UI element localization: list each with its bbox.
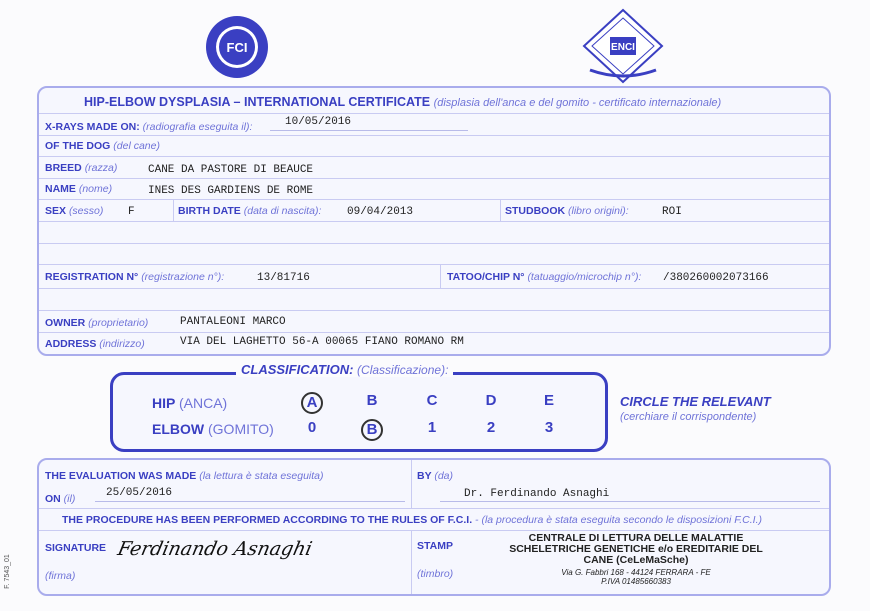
fci-logo [196,14,278,80]
by-value: Dr. Ferdinando Asnaghi [464,488,610,500]
by-label: BY (da) [417,470,454,482]
elbow-grade-1[interactable]: 1 [427,419,437,436]
stamp-label: STAMP [417,540,453,552]
xray-value: 10/05/2016 [285,116,352,128]
breed-value: CANE DA PASTORE DI BEAUCE [148,164,314,176]
birth-label: BIRTH DATE (data di nascita): [178,205,322,217]
stamp-label-it: (timbro) [417,568,454,580]
procedure-text: THE PROCEDURE HAS BEEN PERFORMED ACCORDING TO THE RULES OF F.C.I. - (la procedura è stata eseguita secondo le disposizioni F.C.I.) [62,514,763,526]
signature-label-it: (firma) [45,570,76,582]
elbow-grade-0[interactable]: 0 [307,419,317,436]
sex-value: F [128,206,135,218]
dog-label: OF THE DOG (del cane) [45,140,160,152]
birth-value: 09/04/2013 [347,206,414,218]
side-code: F. 7543_01 [3,554,11,589]
on-label: ON (il) [45,493,76,505]
owner-label: OWNER (proprietario) [45,317,149,329]
studbook-label: STUDBOOK (libro origini): [505,205,629,217]
hip-grade-d[interactable]: D [485,392,497,409]
owner-value: PANTALEONI MARCO [180,316,286,328]
stamp: CENTRALE DI LETTURA DELLE MALATTIE SCHELETRICHE GENETICHE e/o EREDITARIE DEL CANE (CeLeMaSche) Via G. Fabbri 168 - 44124 FERRARA - FE P.IVA 01485660383 [509,532,763,586]
sex-label: SEX (sesso) [45,205,104,217]
studbook-value: ROI [662,206,682,218]
on-value: 25/05/2016 [106,487,173,499]
certificate-title [84,95,721,109]
hip-grade-c[interactable]: C [426,392,438,409]
fci-logo-center: FCI [226,40,248,55]
title-text-it: (displasia dell'anca e del gomito - certificato internazionale) [433,97,722,109]
name-label: NAME (nome) [45,183,113,195]
elbow-grade-3[interactable]: 3 [544,419,554,436]
signature: Ferdinando Asnaghi [115,538,315,560]
classification-title: CLASSIFICATION: (Classificazione): [236,362,453,377]
hip-grade-e[interactable]: E [543,392,554,409]
elbow-grade-2[interactable]: 2 [486,419,496,436]
hip-label: HIP (ANCA) [152,395,228,411]
registration-value: 13/81716 [257,272,310,284]
elbow-grade-b[interactable]: B [361,419,383,441]
hip-grade-a[interactable]: A [301,392,323,414]
circle-note: CIRCLE THE RELEVANT (cerchiare il corrispondente) [620,394,771,423]
address-label: ADDRESS (indirizzo) [45,338,145,350]
classification-box [110,372,608,452]
address-value: VIA DEL LAGHETTO 56-A 00065 FIANO ROMANO RM [180,336,464,348]
chip-value: /380260002073166 [663,272,769,284]
breed-label: BREED (razza) [45,162,118,174]
chip-label: TATOO/CHIP N° (tatuaggio/microchip n°): [447,271,642,283]
hip-grade-b[interactable]: B [366,392,378,409]
title-text: HIP-ELBOW DYSPLASIA – INTERNATIONAL CERTIFICATE [84,95,431,109]
enci-logo [582,8,664,84]
registration-label: REGISTRATION N° (registrazione n°): [45,271,225,283]
name-value: INES DES GARDIENS DE ROME [148,185,314,197]
enci-logo-center: ENCI [611,42,635,53]
elbow-label: ELBOW (GOMITO) [152,421,274,437]
xray-label: X-RAYS MADE ON: (radiografia eseguita il): [45,121,253,133]
evaluation-label: THE EVALUATION WAS MADE (la lettura è stata eseguita) [45,470,324,482]
signature-label: SIGNATURE [45,542,107,554]
